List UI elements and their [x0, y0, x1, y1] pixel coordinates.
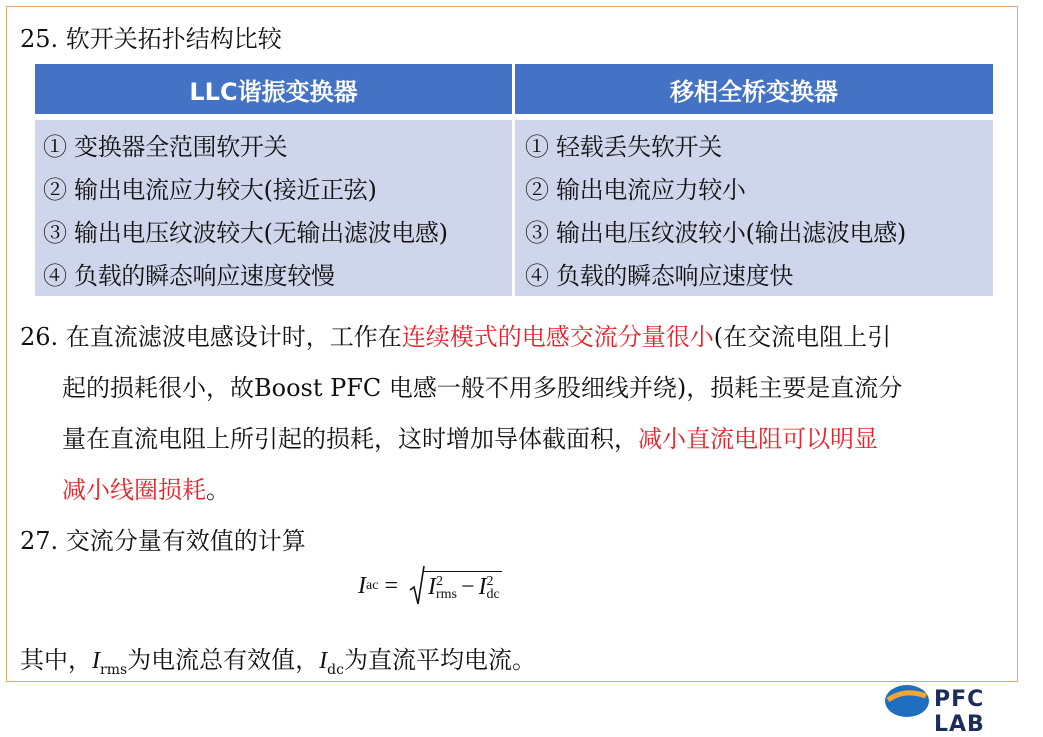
radical-sign-icon	[410, 566, 424, 606]
logo-text: PFC LAB	[934, 687, 985, 737]
p4-highlight: 减小线圈损耗	[62, 476, 206, 504]
term1-var: I	[427, 574, 436, 600]
radicand	[424, 571, 502, 601]
term1-sub: rms	[435, 586, 457, 602]
comparison-table	[35, 64, 993, 296]
item-27-title: 27. 交流分量有效值的计算	[20, 527, 306, 555]
psfb-point-3: ③ 输出电压纹波较小(输出滤波电感)	[525, 219, 906, 247]
item-25-title: 25. 软开关拓扑结构比较	[20, 25, 282, 53]
llc-point-2: ② 输出电流应力较大(接近正弦)	[43, 176, 377, 204]
p2-line: 起的损耗很小，故Boost PFC 电感一般不用多股细线并绕)，损耗主要是直流分	[62, 374, 903, 402]
formula-equals: =	[384, 572, 398, 599]
formula-note	[20, 640, 536, 678]
llc-point-1: ① 变换器全范围软开关	[43, 133, 288, 161]
term2-sub: dc	[486, 586, 500, 602]
note-sub-dc: dc	[327, 661, 344, 678]
psfb-point-1: ① 轻载丢失软开关	[525, 133, 722, 161]
header-psfb: 移相全桥变换器	[515, 64, 993, 114]
p1-suffix: (在交流电阻上引	[713, 323, 892, 351]
ac-rms-formula	[358, 566, 502, 606]
term1-sup: 2	[435, 573, 443, 589]
term2-sup: 2	[486, 573, 494, 589]
note-var-irms: I	[92, 648, 100, 674]
pfc-lab-logo	[884, 684, 1043, 737]
item-26-paragraph	[20, 312, 1005, 516]
p4-suffix: 。	[206, 476, 230, 504]
note-sub-rms: rms	[100, 661, 128, 678]
psfb-point-2: ② 输出电流应力较小	[525, 176, 746, 204]
p1-highlight: 连续模式的电感交流分量很小	[401, 323, 714, 351]
note-a: 其中，	[20, 646, 92, 674]
formula-lhs-var: I	[358, 572, 366, 599]
p1-prefix: 26. 在直流滤波电感设计时，工作在	[20, 323, 402, 351]
llc-point-3: ③ 输出电压纹波较大(无输出滤波电感)	[43, 219, 448, 247]
note-var-idc: I	[319, 648, 328, 674]
psfb-cell	[515, 120, 993, 296]
term2-var: I	[478, 574, 487, 600]
sqrt-symbol	[410, 566, 502, 606]
p3-highlight: 减小直流电阻可以明显	[638, 425, 878, 453]
formula-minus: −	[460, 574, 475, 600]
formula-lhs-sub: ac	[366, 578, 379, 593]
note-c: 为直流平均电流。	[343, 646, 536, 674]
logo-swirl-icon	[884, 684, 930, 718]
p3-prefix: 量在直流电阻上所引起的损耗，这时增加导体截面积，	[62, 425, 638, 453]
llc-point-4: ④ 负载的瞬态响应速度较慢	[43, 262, 335, 290]
llc-cell	[35, 120, 512, 296]
header-llc: LLC谐振变换器	[35, 64, 512, 114]
psfb-point-4: ④ 负载的瞬态响应速度快	[525, 262, 794, 290]
note-b: 为电流总有效值，	[127, 646, 320, 674]
